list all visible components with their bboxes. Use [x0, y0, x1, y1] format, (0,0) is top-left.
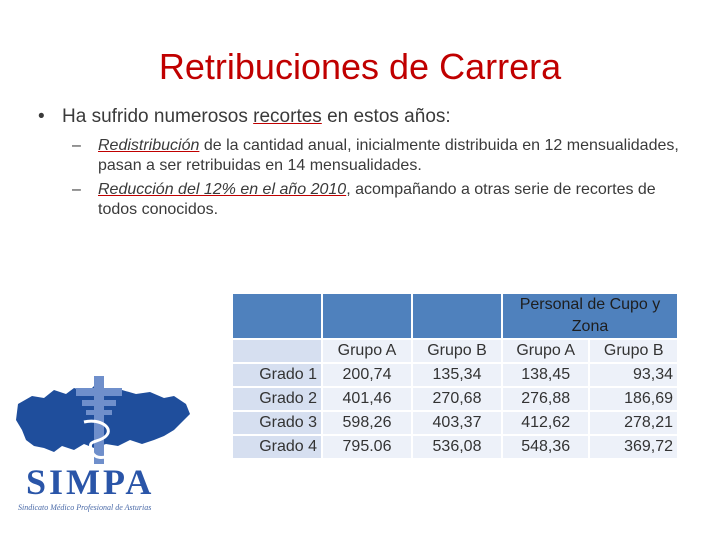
- table-cell: 403,37: [413, 412, 501, 434]
- table-cell: 369,72: [590, 436, 677, 458]
- table-header-blank: [413, 294, 501, 338]
- dash-marker: –: [72, 137, 81, 154]
- table-cell: 276,88: [503, 388, 588, 410]
- table-cell: 536,08: [413, 436, 501, 458]
- table-cell: 795.06: [323, 436, 411, 458]
- bullet-underlined: recortes: [253, 106, 322, 127]
- bullet-prefix: Ha sufrido numerosos: [62, 106, 254, 127]
- table-corner: [233, 294, 321, 338]
- table-cell: 93,34: [590, 364, 677, 386]
- sub-item-emphasis: Redistribución: [98, 137, 200, 154]
- row-label: Grado 2: [233, 388, 321, 410]
- column-header: Grupo A: [503, 340, 588, 362]
- table-row: [233, 412, 677, 434]
- sub-item-text: , acompañando a otras serie de recortes de todos conocidos.: [98, 181, 656, 218]
- sub-item-emphasis: Reducción del 12% en el año 2010: [98, 181, 347, 198]
- table-cell: 401,46: [323, 388, 411, 410]
- table-cell: 135,34: [413, 364, 501, 386]
- column-header: Grupo A: [323, 340, 411, 362]
- table-row: [233, 436, 677, 458]
- row-label: Grado 3: [233, 412, 321, 434]
- logo-tagline: Sindicato Médico Profesional de Asturias: [18, 503, 152, 512]
- group-header: Personal de Cupo y Zona: [503, 294, 677, 338]
- logo-name: SIMPA: [26, 462, 155, 502]
- simpa-logo: [14, 374, 214, 514]
- bullet-suffix: en estos años:: [321, 106, 451, 127]
- sub-item-reduction: [72, 180, 698, 220]
- table-cell: 200,74: [323, 364, 411, 386]
- table-cell: 138,45: [503, 364, 588, 386]
- table-cell: 278,21: [590, 412, 677, 434]
- bullet-dot: •: [38, 106, 45, 127]
- main-bullet: [38, 106, 451, 128]
- sub-item-text: de la cantidad anual, inicialmente distribuida en 12 mensualidades, pasan a ser retribuidas en 14 mensualidades.: [98, 137, 679, 174]
- table-label-blank: [233, 340, 321, 362]
- column-header: Grupo B: [590, 340, 677, 362]
- table-cell: 412,62: [503, 412, 588, 434]
- table-cell: 548,36: [503, 436, 588, 458]
- table-column-row: [233, 340, 677, 362]
- row-label: Grado 1: [233, 364, 321, 386]
- table-row: [233, 364, 677, 386]
- sub-item-redistribution: [72, 136, 698, 176]
- column-header: Grupo B: [413, 340, 501, 362]
- salary-table: [231, 292, 679, 460]
- slide-title: Retribuciones de Carrera: [158, 46, 562, 87]
- table-row: [233, 388, 677, 410]
- table-cell: 598,26: [323, 412, 411, 434]
- row-label: Grado 4: [233, 436, 321, 458]
- table-header-blank: [323, 294, 411, 338]
- table-cell: 186,69: [590, 388, 677, 410]
- table-cell: 270,68: [413, 388, 501, 410]
- dash-marker: –: [72, 181, 81, 198]
